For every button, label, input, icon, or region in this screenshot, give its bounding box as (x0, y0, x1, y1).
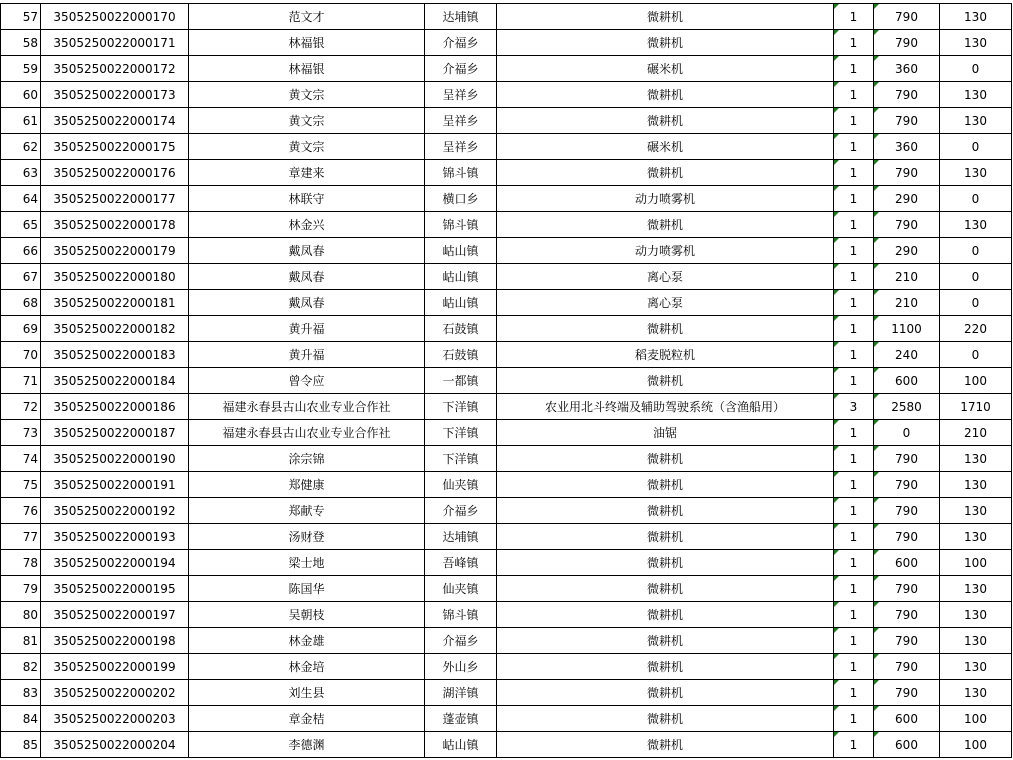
name-cell[interactable]: 林金兴 (189, 212, 425, 238)
subsidy-cell[interactable]: 130 (940, 82, 1012, 108)
id-cell[interactable]: 3505250022000176 (41, 160, 189, 186)
table-row (1, 498, 1012, 524)
row-number-cell[interactable]: 58 (1, 30, 41, 56)
table-row (1, 186, 1012, 212)
machine-cell[interactable]: 微耕机 (497, 550, 834, 576)
town-cell[interactable]: 岵山镇 (425, 264, 497, 290)
machine-cell[interactable]: 碾米机 (497, 56, 834, 82)
id-cell[interactable]: 3505250022000192 (41, 498, 189, 524)
row-number-cell[interactable]: 64 (1, 186, 41, 212)
name-cell[interactable]: 陈国华 (189, 576, 425, 602)
machine-cell[interactable]: 微耕机 (497, 524, 834, 550)
machine-cell[interactable]: 微耕机 (497, 108, 834, 134)
row-number-cell[interactable]: 70 (1, 342, 41, 368)
row-number-cell[interactable]: 59 (1, 56, 41, 82)
town-cell[interactable]: 外山乡 (425, 654, 497, 680)
subsidy-cell[interactable]: 1710 (940, 394, 1012, 420)
id-cell[interactable]: 3505250022000170 (41, 4, 189, 30)
row-number-cell[interactable]: 61 (1, 108, 41, 134)
table-body (1, 4, 1012, 758)
row-number-cell[interactable]: 66 (1, 238, 41, 264)
table-row (1, 134, 1012, 160)
row-number-cell[interactable]: 73 (1, 420, 41, 446)
subsidy-cell[interactable]: 100 (940, 550, 1012, 576)
town-cell[interactable]: 达埔镇 (425, 4, 497, 30)
town-cell[interactable]: 岵山镇 (425, 732, 497, 758)
machine-cell[interactable]: 微耕机 (497, 368, 834, 394)
name-cell[interactable]: 戴凤春 (189, 290, 425, 316)
quantity-cell[interactable]: 1 (834, 446, 874, 472)
row-number-cell[interactable]: 82 (1, 654, 41, 680)
subsidy-cell[interactable]: 130 (940, 628, 1012, 654)
id-cell[interactable]: 3505250022000199 (41, 654, 189, 680)
machine-cell[interactable]: 动力喷雾机 (497, 238, 834, 264)
machine-cell[interactable]: 微耕机 (497, 472, 834, 498)
table-row (1, 4, 1012, 30)
table-row (1, 368, 1012, 394)
row-number-cell[interactable]: 63 (1, 160, 41, 186)
name-cell[interactable]: 郑健康 (189, 472, 425, 498)
machine-cell[interactable]: 微耕机 (497, 706, 834, 732)
row-number-cell[interactable]: 60 (1, 82, 41, 108)
price-cell[interactable]: 290 (874, 238, 940, 264)
quantity-cell[interactable]: 1 (834, 316, 874, 342)
subsidy-cell[interactable]: 130 (940, 30, 1012, 56)
machine-cell[interactable]: 微耕机 (497, 498, 834, 524)
id-cell[interactable]: 3505250022000182 (41, 316, 189, 342)
town-cell[interactable]: 湖洋镇 (425, 680, 497, 706)
subsidy-cell[interactable]: 130 (940, 4, 1012, 30)
name-cell[interactable]: 戴凤春 (189, 238, 425, 264)
town-cell[interactable]: 介福乡 (425, 498, 497, 524)
table-row (1, 82, 1012, 108)
table-row (1, 108, 1012, 134)
quantity-cell[interactable]: 1 (834, 368, 874, 394)
price-cell[interactable]: 600 (874, 550, 940, 576)
price-cell[interactable]: 790 (874, 4, 940, 30)
town-cell[interactable]: 介福乡 (425, 30, 497, 56)
name-cell[interactable]: 黄升福 (189, 342, 425, 368)
town-cell[interactable]: 岵山镇 (425, 238, 497, 264)
machine-cell[interactable]: 油锯 (497, 420, 834, 446)
subsidy-cell[interactable]: 220 (940, 316, 1012, 342)
id-cell[interactable]: 3505250022000184 (41, 368, 189, 394)
machine-cell[interactable]: 微耕机 (497, 160, 834, 186)
id-cell[interactable]: 3505250022000177 (41, 186, 189, 212)
price-cell[interactable]: 0 (874, 420, 940, 446)
row-number-cell[interactable]: 84 (1, 706, 41, 732)
table-row (1, 394, 1012, 420)
machine-cell[interactable]: 动力喷雾机 (497, 186, 834, 212)
town-cell[interactable]: 一都镇 (425, 368, 497, 394)
subsidy-cell[interactable]: 100 (940, 368, 1012, 394)
quantity-cell[interactable]: 1 (834, 82, 874, 108)
table-row (1, 56, 1012, 82)
name-cell[interactable]: 郑献专 (189, 498, 425, 524)
name-cell[interactable]: 林联守 (189, 186, 425, 212)
id-cell[interactable]: 3505250022000173 (41, 82, 189, 108)
quantity-cell[interactable]: 1 (834, 56, 874, 82)
table-row (1, 290, 1012, 316)
price-cell[interactable]: 790 (874, 576, 940, 602)
row-number-cell[interactable]: 78 (1, 550, 41, 576)
row-number-cell[interactable]: 65 (1, 212, 41, 238)
machine-cell[interactable]: 微耕机 (497, 576, 834, 602)
machine-cell[interactable]: 碾米机 (497, 134, 834, 160)
price-cell[interactable]: 790 (874, 108, 940, 134)
price-cell[interactable]: 790 (874, 82, 940, 108)
price-cell[interactable]: 790 (874, 212, 940, 238)
price-cell[interactable]: 790 (874, 160, 940, 186)
id-cell[interactable]: 3505250022000197 (41, 602, 189, 628)
quantity-cell[interactable]: 1 (834, 654, 874, 680)
id-cell[interactable]: 3505250022000179 (41, 238, 189, 264)
price-cell[interactable]: 600 (874, 706, 940, 732)
row-number-cell[interactable]: 76 (1, 498, 41, 524)
town-cell[interactable]: 石鼓镇 (425, 316, 497, 342)
subsidy-cell[interactable]: 130 (940, 680, 1012, 706)
id-cell[interactable]: 3505250022000191 (41, 472, 189, 498)
town-cell[interactable]: 呈祥乡 (425, 134, 497, 160)
row-number-cell[interactable]: 77 (1, 524, 41, 550)
table-row (1, 524, 1012, 550)
price-cell[interactable]: 240 (874, 342, 940, 368)
price-cell[interactable]: 1100 (874, 316, 940, 342)
subsidy-cell[interactable]: 0 (940, 290, 1012, 316)
quantity-cell[interactable]: 1 (834, 524, 874, 550)
table-row (1, 550, 1012, 576)
machine-cell[interactable]: 离心泵 (497, 264, 834, 290)
id-cell[interactable]: 3505250022000178 (41, 212, 189, 238)
town-cell[interactable]: 呈祥乡 (425, 82, 497, 108)
machine-cell[interactable]: 微耕机 (497, 30, 834, 56)
id-cell[interactable]: 3505250022000193 (41, 524, 189, 550)
town-cell[interactable]: 仙夹镇 (425, 576, 497, 602)
town-cell[interactable]: 下洋镇 (425, 446, 497, 472)
subsidy-cell[interactable]: 130 (940, 108, 1012, 134)
row-number-cell[interactable]: 62 (1, 134, 41, 160)
name-cell[interactable]: 黄文宗 (189, 82, 425, 108)
table-row (1, 160, 1012, 186)
quantity-cell[interactable]: 1 (834, 602, 874, 628)
quantity-cell[interactable]: 1 (834, 4, 874, 30)
name-cell[interactable]: 林福银 (189, 30, 425, 56)
row-number-cell[interactable]: 81 (1, 628, 41, 654)
name-cell[interactable]: 黄文宗 (189, 134, 425, 160)
quantity-cell[interactable]: 1 (834, 498, 874, 524)
quantity-cell[interactable]: 1 (834, 732, 874, 758)
machine-cell[interactable]: 微耕机 (497, 212, 834, 238)
id-cell[interactable]: 3505250022000180 (41, 264, 189, 290)
town-cell[interactable]: 横口乡 (425, 186, 497, 212)
price-cell[interactable]: 2580 (874, 394, 940, 420)
name-cell[interactable]: 汤财登 (189, 524, 425, 550)
town-cell[interactable]: 蓬壶镇 (425, 706, 497, 732)
subsidy-cell[interactable]: 100 (940, 732, 1012, 758)
id-cell[interactable]: 3505250022000175 (41, 134, 189, 160)
row-number-cell[interactable]: 67 (1, 264, 41, 290)
machine-cell[interactable]: 微耕机 (497, 602, 834, 628)
subsidy-cell[interactable]: 0 (940, 56, 1012, 82)
name-cell[interactable]: 章金桔 (189, 706, 425, 732)
row-number-cell[interactable]: 83 (1, 680, 41, 706)
price-cell[interactable]: 790 (874, 602, 940, 628)
table-row (1, 264, 1012, 290)
quantity-cell[interactable]: 1 (834, 160, 874, 186)
town-cell[interactable]: 锦斗镇 (425, 602, 497, 628)
subsidy-cell[interactable]: 130 (940, 654, 1012, 680)
row-number-cell[interactable]: 69 (1, 316, 41, 342)
name-cell[interactable]: 戴凤春 (189, 264, 425, 290)
name-cell[interactable]: 林金雄 (189, 628, 425, 654)
price-cell[interactable]: 210 (874, 290, 940, 316)
quantity-cell[interactable]: 1 (834, 628, 874, 654)
subsidy-cell[interactable]: 130 (940, 472, 1012, 498)
name-cell[interactable]: 吴朝枝 (189, 602, 425, 628)
quantity-cell[interactable]: 1 (834, 342, 874, 368)
subsidy-cell[interactable]: 130 (940, 498, 1012, 524)
subsidy-table (0, 3, 1012, 758)
name-cell[interactable]: 梁士地 (189, 550, 425, 576)
name-cell[interactable]: 福建永春县古山农业专业合作社 (189, 420, 425, 446)
subsidy-cell[interactable]: 0 (940, 264, 1012, 290)
subsidy-cell[interactable]: 130 (940, 602, 1012, 628)
table-row (1, 732, 1012, 758)
machine-cell[interactable]: 微耕机 (497, 446, 834, 472)
table-row (1, 212, 1012, 238)
quantity-cell[interactable]: 1 (834, 680, 874, 706)
price-cell[interactable]: 600 (874, 732, 940, 758)
id-cell[interactable]: 3505250022000202 (41, 680, 189, 706)
machine-cell[interactable]: 稻麦脱粒机 (497, 342, 834, 368)
town-cell[interactable]: 介福乡 (425, 628, 497, 654)
table-row (1, 238, 1012, 264)
row-number-cell[interactable]: 75 (1, 472, 41, 498)
price-cell[interactable]: 360 (874, 134, 940, 160)
quantity-cell[interactable]: 1 (834, 108, 874, 134)
name-cell[interactable]: 刘生县 (189, 680, 425, 706)
row-number-cell[interactable]: 74 (1, 446, 41, 472)
name-cell[interactable]: 范文才 (189, 4, 425, 30)
name-cell[interactable]: 曾令应 (189, 368, 425, 394)
quantity-cell[interactable]: 1 (834, 212, 874, 238)
town-cell[interactable]: 仙夹镇 (425, 472, 497, 498)
machine-cell[interactable]: 微耕机 (497, 732, 834, 758)
quantity-cell[interactable]: 1 (834, 420, 874, 446)
town-cell[interactable]: 呈祥乡 (425, 108, 497, 134)
id-cell[interactable]: 3505250022000204 (41, 732, 189, 758)
quantity-cell[interactable]: 1 (834, 290, 874, 316)
row-number-cell[interactable]: 72 (1, 394, 41, 420)
name-cell[interactable]: 李德渊 (189, 732, 425, 758)
machine-cell[interactable]: 微耕机 (497, 654, 834, 680)
table-row (1, 680, 1012, 706)
price-cell[interactable]: 290 (874, 186, 940, 212)
name-cell[interactable]: 林福银 (189, 56, 425, 82)
subsidy-cell[interactable]: 130 (940, 446, 1012, 472)
table-row (1, 602, 1012, 628)
row-number-cell[interactable]: 85 (1, 732, 41, 758)
quantity-cell[interactable]: 1 (834, 238, 874, 264)
id-cell[interactable]: 3505250022000198 (41, 628, 189, 654)
price-cell[interactable]: 790 (874, 654, 940, 680)
quantity-cell[interactable]: 1 (834, 186, 874, 212)
row-number-cell[interactable]: 68 (1, 290, 41, 316)
price-cell[interactable]: 790 (874, 524, 940, 550)
subsidy-cell[interactable]: 130 (940, 524, 1012, 550)
price-cell[interactable]: 790 (874, 30, 940, 56)
quantity-cell[interactable]: 1 (834, 706, 874, 732)
name-cell[interactable]: 黄升福 (189, 316, 425, 342)
subsidy-cell[interactable]: 0 (940, 134, 1012, 160)
row-number-cell[interactable]: 79 (1, 576, 41, 602)
price-cell[interactable]: 790 (874, 628, 940, 654)
quantity-cell[interactable]: 1 (834, 264, 874, 290)
machine-cell[interactable]: 农业用北斗终端及辅助驾驶系统（含渔船用） (497, 394, 834, 420)
machine-cell[interactable]: 微耕机 (497, 628, 834, 654)
id-cell[interactable]: 3505250022000186 (41, 394, 189, 420)
name-cell[interactable]: 福建永春县古山农业专业合作社 (189, 394, 425, 420)
name-cell[interactable]: 林金培 (189, 654, 425, 680)
town-cell[interactable]: 介福乡 (425, 56, 497, 82)
table-row (1, 30, 1012, 56)
table-row (1, 420, 1012, 446)
table-row (1, 706, 1012, 732)
machine-cell[interactable]: 微耕机 (497, 316, 834, 342)
id-cell[interactable]: 3505250022000194 (41, 550, 189, 576)
id-cell[interactable]: 3505250022000181 (41, 290, 189, 316)
town-cell[interactable]: 下洋镇 (425, 394, 497, 420)
quantity-cell[interactable]: 1 (834, 550, 874, 576)
row-number-cell[interactable]: 71 (1, 368, 41, 394)
price-cell[interactable]: 790 (874, 498, 940, 524)
id-cell[interactable]: 3505250022000203 (41, 706, 189, 732)
price-cell[interactable]: 790 (874, 472, 940, 498)
subsidy-cell[interactable]: 0 (940, 342, 1012, 368)
price-cell[interactable]: 210 (874, 264, 940, 290)
row-number-cell[interactable]: 57 (1, 4, 41, 30)
id-cell[interactable]: 3505250022000190 (41, 446, 189, 472)
subsidy-cell[interactable]: 130 (940, 576, 1012, 602)
table-row (1, 342, 1012, 368)
town-cell[interactable]: 下洋镇 (425, 420, 497, 446)
id-cell[interactable]: 3505250022000171 (41, 30, 189, 56)
town-cell[interactable]: 锦斗镇 (425, 160, 497, 186)
price-cell[interactable]: 790 (874, 680, 940, 706)
id-cell[interactable]: 3505250022000187 (41, 420, 189, 446)
machine-cell[interactable]: 微耕机 (497, 680, 834, 706)
subsidy-cell[interactable]: 130 (940, 160, 1012, 186)
machine-cell[interactable]: 微耕机 (497, 4, 834, 30)
quantity-cell[interactable]: 1 (834, 576, 874, 602)
id-cell[interactable]: 3505250022000174 (41, 108, 189, 134)
quantity-cell[interactable]: 1 (834, 134, 874, 160)
quantity-cell[interactable]: 1 (834, 472, 874, 498)
town-cell[interactable]: 石鼓镇 (425, 342, 497, 368)
price-cell[interactable]: 790 (874, 446, 940, 472)
quantity-cell[interactable]: 3 (834, 394, 874, 420)
price-cell[interactable]: 360 (874, 56, 940, 82)
id-cell[interactable]: 3505250022000183 (41, 342, 189, 368)
row-number-cell[interactable]: 80 (1, 602, 41, 628)
town-cell[interactable]: 达埔镇 (425, 524, 497, 550)
table-row (1, 628, 1012, 654)
table-row (1, 576, 1012, 602)
subsidy-cell[interactable]: 210 (940, 420, 1012, 446)
table-row (1, 446, 1012, 472)
table-row (1, 654, 1012, 680)
town-cell[interactable]: 岵山镇 (425, 290, 497, 316)
table-row (1, 316, 1012, 342)
subsidy-cell[interactable]: 100 (940, 706, 1012, 732)
town-cell[interactable]: 锦斗镇 (425, 212, 497, 238)
name-cell[interactable]: 涂宗锦 (189, 446, 425, 472)
subsidy-cell[interactable]: 130 (940, 212, 1012, 238)
machine-cell[interactable]: 离心泵 (497, 290, 834, 316)
id-cell[interactable]: 3505250022000195 (41, 576, 189, 602)
name-cell[interactable]: 黄文宗 (189, 108, 425, 134)
price-cell[interactable]: 600 (874, 368, 940, 394)
id-cell[interactable]: 3505250022000172 (41, 56, 189, 82)
name-cell[interactable]: 章建来 (189, 160, 425, 186)
town-cell[interactable]: 吾峰镇 (425, 550, 497, 576)
quantity-cell[interactable]: 1 (834, 30, 874, 56)
subsidy-cell[interactable]: 0 (940, 238, 1012, 264)
top-edge (0, 0, 1013, 3)
table-row (1, 472, 1012, 498)
machine-cell[interactable]: 微耕机 (497, 82, 834, 108)
subsidy-cell[interactable]: 0 (940, 186, 1012, 212)
